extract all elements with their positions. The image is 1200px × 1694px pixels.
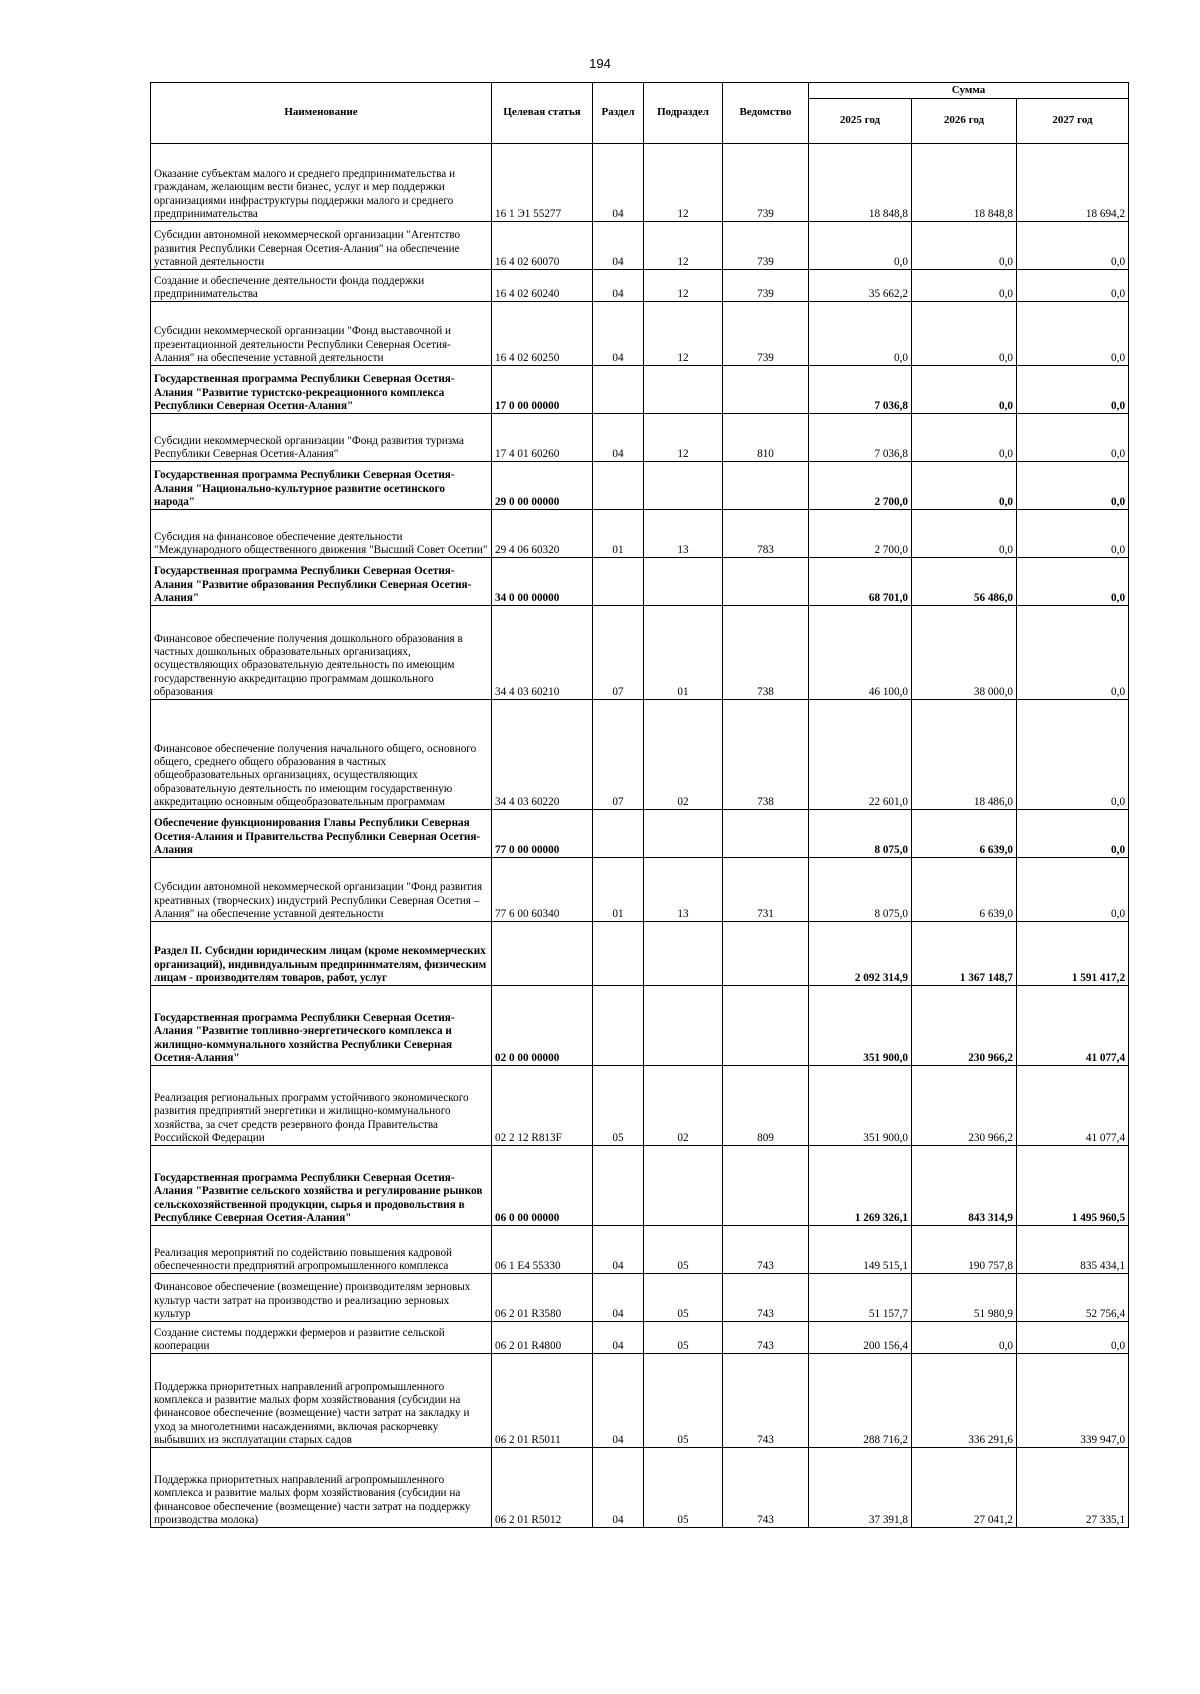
table-row [151,302,1129,366]
row-sum-2026: 0,0 [912,1322,1017,1354]
row-target-code: 16 1 Э1 55277 [492,144,593,222]
row-sum-2025: 200 156,4 [809,1322,912,1354]
row-target-code: 02 2 12 R813F [492,1066,593,1146]
row-sum-2025: 35 662,2 [809,270,912,302]
page-number: 194 [589,56,611,71]
row-subsection [644,558,723,606]
row-target-code: 06 2 01 R5012 [492,1448,593,1528]
table-row [151,222,1129,270]
row-subsection: 12 [644,302,723,366]
table-row [151,810,1129,858]
row-sum-2025: 351 900,0 [809,986,912,1066]
row-department [723,810,809,858]
row-sum-2025: 8 075,0 [809,810,912,858]
row-department: 739 [723,144,809,222]
row-name: Реализация мероприятий по содействию повышения кадровой обеспеченности предприятий агропромышленного комплекса [151,1226,492,1274]
row-name: Реализация региональных программ устойчивого экономического развития предприятий энергетики и жилищно-коммунального хозяйства, за счет средств резервного фонда Правительства Российской Федерации [151,1066,492,1146]
row-sum-2025: 7 036,8 [809,414,912,462]
row-sum-2027: 0,0 [1017,858,1129,922]
table-row [151,1066,1129,1146]
row-department: 743 [723,1354,809,1448]
table-row [151,1226,1129,1274]
row-sum-2025: 0,0 [809,222,912,270]
row-sum-2026: 0,0 [912,414,1017,462]
row-subsection: 02 [644,700,723,810]
row-sum-2025: 51 157,7 [809,1274,912,1322]
row-department: 743 [723,1448,809,1528]
table-row [151,1274,1129,1322]
row-section: 04 [593,1274,644,1322]
row-name: Поддержка приоритетных направлений агропромышленного комплекса и развитие малых форм хозяйствования (субсидии на финансовое обеспечение (возмещение) части затрат на закладку и уход за многолетними насаждениями, включая раскорчевку выбывших из эксплуатации старых садов [151,1354,492,1448]
row-target-code: 29 0 00 00000 [492,462,593,510]
row-section: 04 [593,1354,644,1448]
header-sum: Сумма [809,83,1129,99]
row-section: 04 [593,270,644,302]
row-sum-2025: 7 036,8 [809,366,912,414]
row-section [593,462,644,510]
row-sum-2025: 288 716,2 [809,1354,912,1448]
row-section: 04 [593,1226,644,1274]
row-target-code: 34 0 00 00000 [492,558,593,606]
row-name: Государственная программа Республики Северная Осетия-Алания "Развитие топливно-энергетического комплекса и жилищно-коммунального хозяйства Республики Северная Осетия-Алания" [151,986,492,1066]
row-sum-2025: 0,0 [809,302,912,366]
row-sum-2026: 27 041,2 [912,1448,1017,1528]
row-subsection [644,462,723,510]
row-sum-2027: 0,0 [1017,462,1129,510]
row-department: 738 [723,606,809,700]
table-row [151,558,1129,606]
row-sum-2027: 0,0 [1017,366,1129,414]
row-subsection: 05 [644,1448,723,1528]
row-sum-2025: 46 100,0 [809,606,912,700]
row-section [593,366,644,414]
table-row [151,1354,1129,1448]
row-target-code: 34 4 03 60220 [492,700,593,810]
row-sum-2027: 0,0 [1017,1322,1129,1354]
row-department [723,986,809,1066]
row-subsection: 12 [644,144,723,222]
row-sum-2026: 18 848,8 [912,144,1017,222]
row-name: Раздел II. Субсидии юридическим лицам (кроме некоммерческих организаций), индивидуальным предпринимателям, физическим лицам - производителям товаров, работ, услуг [151,922,492,986]
row-department: 743 [723,1274,809,1322]
row-name: Субсидии автономной некоммерческой организации "Фонд развития креативных (творческих) индустрий Республики Северная Осетия – Алания" на обеспечение уставной деятельности [151,858,492,922]
row-subsection [644,1146,723,1226]
row-target-code: 16 4 02 60250 [492,302,593,366]
row-section: 04 [593,222,644,270]
table-row [151,414,1129,462]
row-sum-2027: 41 077,4 [1017,986,1129,1066]
row-target-code: 02 0 00 00000 [492,986,593,1066]
row-target-code: 06 1 E4 55330 [492,1226,593,1274]
row-name: Финансовое обеспечение получения начального общего, основного общего, среднего общего образования в частных общеобразовательных организациях, осуществляющих образовательную деятельность по имеющим государственную аккредитацию основным общеобразовательным программам [151,700,492,810]
row-sum-2027: 0,0 [1017,302,1129,366]
row-sum-2027: 0,0 [1017,810,1129,858]
row-department: 810 [723,414,809,462]
row-name: Создание системы поддержки фермеров и развитие сельской кооперации [151,1322,492,1354]
row-department: 739 [723,270,809,302]
row-sum-2026: 336 291,6 [912,1354,1017,1448]
row-name: Государственная программа Республики Северная Осетия-Алания "Развитие сельского хозяйства и регулирование рынков сельскохозяйственной продукции, сырья и продовольствия в Республике Северная Осетия-Алания" [151,1146,492,1226]
row-section: 04 [593,302,644,366]
row-subsection: 12 [644,414,723,462]
table-row [151,510,1129,558]
row-sum-2025: 2 092 314,9 [809,922,912,986]
table-row [151,922,1129,986]
row-sum-2026: 6 639,0 [912,810,1017,858]
row-sum-2026: 190 757,8 [912,1226,1017,1274]
header-department: Ведомство [723,83,809,144]
row-name: Поддержка приоритетных направлений агропромышленного комплекса и развитие малых форм хозяйствования (субсидии на финансовое обеспечение (возмещение) части затрат на поддержку производства молока) [151,1448,492,1528]
row-sum-2027: 0,0 [1017,222,1129,270]
row-sum-2027: 0,0 [1017,270,1129,302]
row-sum-2027: 0,0 [1017,606,1129,700]
row-section: 07 [593,606,644,700]
row-name: Субсидии автономной некоммерческой организации "Агентство развития Республики Северная Осетия-Алания" на обеспечение уставной деятельности [151,222,492,270]
budget-table [150,82,1129,1528]
header-subsection: Подраздел [644,83,723,144]
row-section: 01 [593,510,644,558]
row-name: Государственная программа Республики Северная Осетия-Алания "Развитие туристско-рекреационного комплекса Республики Северная Осетия-Алания" [151,366,492,414]
table-row [151,462,1129,510]
row-sum-2026: 1 367 148,7 [912,922,1017,986]
row-sum-2025: 8 075,0 [809,858,912,922]
row-sum-2026: 0,0 [912,462,1017,510]
row-sum-2025: 68 701,0 [809,558,912,606]
row-name: Создание и обеспечение деятельности фонда поддержки предпринимательства [151,270,492,302]
row-sum-2026: 0,0 [912,366,1017,414]
row-target-code: 29 4 06 60320 [492,510,593,558]
row-target-code: 06 0 00 00000 [492,1146,593,1226]
row-department: 739 [723,222,809,270]
header-year-2025: 2025 год [809,99,912,144]
row-sum-2027: 1 495 960,5 [1017,1146,1129,1226]
row-department: 738 [723,700,809,810]
row-subsection [644,922,723,986]
row-subsection: 05 [644,1354,723,1448]
table-body [151,144,1129,1528]
row-department [723,1146,809,1226]
row-subsection: 02 [644,1066,723,1146]
row-sum-2027: 339 947,0 [1017,1354,1129,1448]
row-name: Финансовое обеспечение получения дошкольного образования в частных дошкольных образовательных организациях, осуществляющих образовательную деятельность по имеющим государственную аккредитацию программам дошкольного образования [151,606,492,700]
row-section: 04 [593,1322,644,1354]
row-sum-2027: 18 694,2 [1017,144,1129,222]
row-subsection [644,810,723,858]
row-sum-2026: 6 639,0 [912,858,1017,922]
row-section: 01 [593,858,644,922]
row-department [723,558,809,606]
row-section: 05 [593,1066,644,1146]
row-sum-2027: 1 591 417,2 [1017,922,1129,986]
row-sum-2026: 0,0 [912,510,1017,558]
row-sum-2025: 2 700,0 [809,462,912,510]
row-sum-2025: 351 900,0 [809,1066,912,1146]
row-target-code [492,922,593,986]
row-target-code: 17 0 00 00000 [492,366,593,414]
row-subsection: 05 [644,1226,723,1274]
row-target-code: 06 2 01 R4800 [492,1322,593,1354]
row-sum-2027: 27 335,1 [1017,1448,1129,1528]
row-target-code: 06 2 01 R5011 [492,1354,593,1448]
row-target-code: 06 2 01 R3580 [492,1274,593,1322]
row-department [723,366,809,414]
row-sum-2026: 18 486,0 [912,700,1017,810]
row-department [723,462,809,510]
row-name: Субсидия на финансовое обеспечение деятельности "Международного общественного движения "Высший Совет Осетии" [151,510,492,558]
row-section: 04 [593,414,644,462]
row-sum-2026: 0,0 [912,302,1017,366]
row-sum-2027: 0,0 [1017,510,1129,558]
row-subsection [644,366,723,414]
row-sum-2027: 41 077,4 [1017,1066,1129,1146]
row-department: 743 [723,1226,809,1274]
row-section: 07 [593,700,644,810]
row-sum-2025: 2 700,0 [809,510,912,558]
row-department: 809 [723,1066,809,1146]
row-sum-2025: 1 269 326,1 [809,1146,912,1226]
table-row [151,700,1129,810]
row-target-code: 77 0 00 00000 [492,810,593,858]
row-subsection [644,986,723,1066]
row-section: 04 [593,1448,644,1528]
row-section [593,1146,644,1226]
row-sum-2026: 0,0 [912,222,1017,270]
row-subsection: 12 [644,270,723,302]
row-name: Обеспечение функционирования Главы Республики Северная Осетия-Алания и Правительства Республики Северная Осетия-Алания [151,810,492,858]
row-name: Оказание субъектам малого и среднего предпринимательства и гражданам, желающим вести бизнес, услуг и мер поддержки организациями инфраструктуры поддержки малого и среднего предпринимательства [151,144,492,222]
row-name: Субсидии некоммерческой организации "Фонд выставочной и презентационной деятельности Республики Северная Осетия-Алания" на обеспечение уставной деятельности [151,302,492,366]
table-row [151,366,1129,414]
row-subsection: 01 [644,606,723,700]
table-row [151,606,1129,700]
row-sum-2025: 149 515,1 [809,1226,912,1274]
row-section [593,922,644,986]
header-section: Раздел [593,83,644,144]
row-sum-2027: 0,0 [1017,700,1129,810]
row-target-code: 17 4 01 60260 [492,414,593,462]
table-row [151,1322,1129,1354]
row-sum-2026: 38 000,0 [912,606,1017,700]
row-sum-2027: 835 434,1 [1017,1226,1129,1274]
row-target-code: 16 4 02 60070 [492,222,593,270]
row-sum-2027: 0,0 [1017,414,1129,462]
row-target-code: 34 4 03 60210 [492,606,593,700]
row-subsection: 05 [644,1274,723,1322]
row-sum-2027: 0,0 [1017,558,1129,606]
table-row [151,1448,1129,1528]
table-row [151,986,1129,1066]
row-subsection: 05 [644,1322,723,1354]
row-department: 739 [723,302,809,366]
row-sum-2027: 52 756,4 [1017,1274,1129,1322]
row-target-code: 16 4 02 60240 [492,270,593,302]
header-target: Целевая статья [492,83,593,144]
row-subsection: 13 [644,510,723,558]
row-section [593,558,644,606]
row-sum-2025: 18 848,8 [809,144,912,222]
row-sum-2025: 22 601,0 [809,700,912,810]
row-name: Государственная программа Республики Северная Осетия-Алания "Развитие образования Республики Северная Осетия-Алания" [151,558,492,606]
table-row [151,1146,1129,1226]
row-sum-2026: 51 980,9 [912,1274,1017,1322]
row-name: Финансовое обеспечение (возмещение) производителям зерновых культур части затрат на производство и реализацию зерновых культур [151,1274,492,1322]
table-row [151,858,1129,922]
row-sum-2026: 843 314,9 [912,1146,1017,1226]
row-department: 783 [723,510,809,558]
row-subsection: 13 [644,858,723,922]
row-department: 731 [723,858,809,922]
row-sum-2026: 56 486,0 [912,558,1017,606]
row-sum-2026: 230 966,2 [912,986,1017,1066]
row-name: Субсидии некоммерческой организации "Фонд развития туризма Республики Северная Осетия-Алания" [151,414,492,462]
row-target-code: 77 6 00 60340 [492,858,593,922]
row-section [593,810,644,858]
header-name: Наименование [151,83,492,144]
row-department: 743 [723,1322,809,1354]
table-row [151,270,1129,302]
row-sum-2025: 37 391,8 [809,1448,912,1528]
row-department [723,922,809,986]
header-year-2026: 2026 год [912,99,1017,144]
row-subsection: 12 [644,222,723,270]
row-section: 04 [593,144,644,222]
table-row [151,144,1129,222]
row-name: Государственная программа Республики Северная Осетия-Алания "Национально-культурное развитие осетинского народа" [151,462,492,510]
row-sum-2026: 230 966,2 [912,1066,1017,1146]
row-sum-2026: 0,0 [912,270,1017,302]
row-section [593,986,644,1066]
header-year-2027: 2027 год [1017,99,1129,144]
